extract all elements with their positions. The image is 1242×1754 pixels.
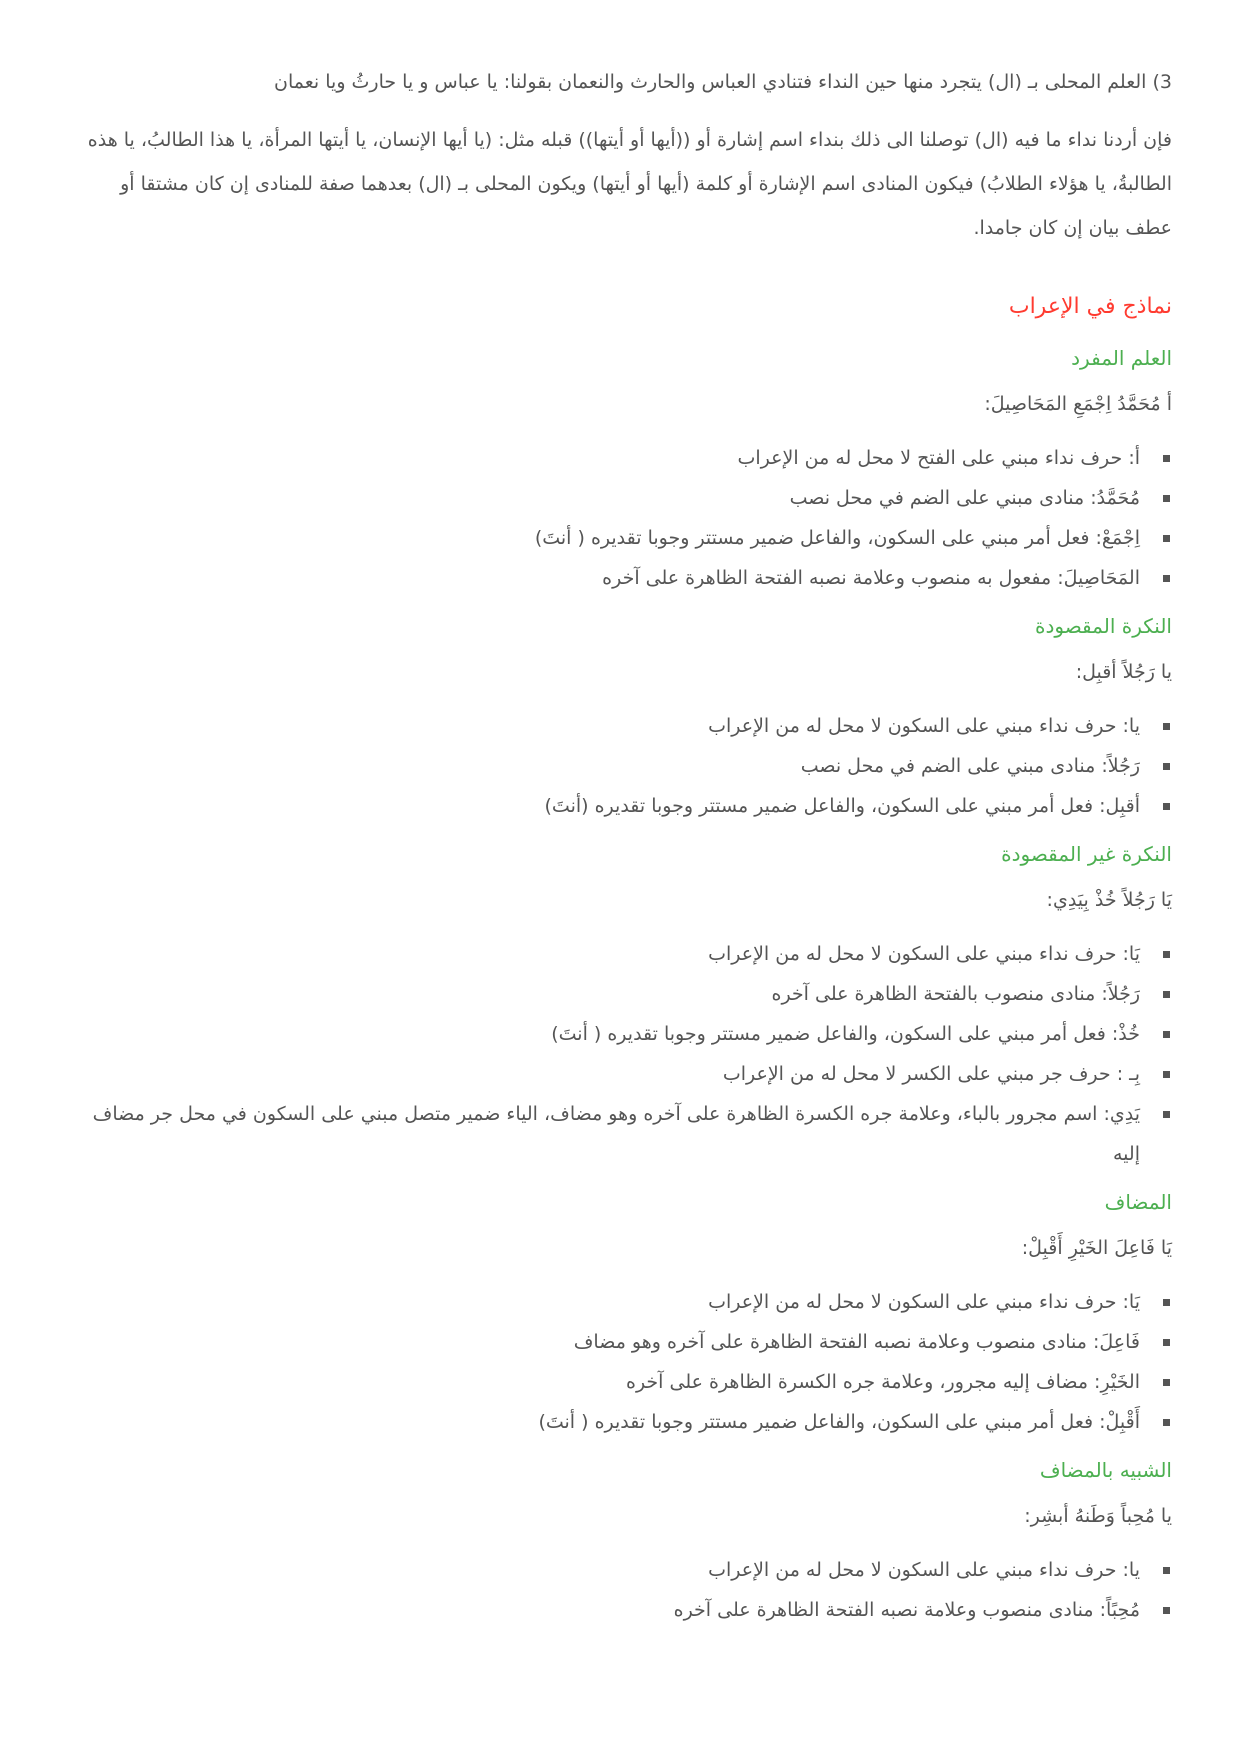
list-item-text: خُذْ: فعل أمر مبني على السكون، والفاعل ضمير مستتر وجوبا تقديره ( أنتَ): [551, 1023, 1140, 1045]
list-item-text: مُحَمَّدُ: منادى مبني على الضم في محل نصب: [789, 487, 1140, 509]
list-item-text: يَا: حرف نداء مبني على السكون لا محل له من الإعراب: [708, 943, 1140, 965]
section-title: النكرة غير المقصودة: [1001, 842, 1172, 866]
parsing-list: [70, 438, 1172, 598]
list-item: [70, 1282, 1140, 1322]
list-item-text: مُحِبًاً: منادى منصوب وعلامة نصبه الفتحة الظاهرة على آخره: [673, 1599, 1140, 1621]
list-item: [70, 1362, 1140, 1402]
bullet-icon: [1163, 1379, 1170, 1386]
list-item: [70, 438, 1140, 478]
example-sentence: يَا رَجُلاً خُذْ بِيَدِي:: [1046, 889, 1172, 911]
section-mudaf: [70, 1180, 1172, 1442]
bullet-icon: [1163, 535, 1170, 542]
bullet-icon: [1163, 991, 1170, 998]
bullet-icon: [1163, 1071, 1170, 1078]
list-item-text: يا: حرف نداء مبني على السكون لا محل له من الإعراب: [708, 715, 1140, 737]
list-item-text: اِجْمَعْ: فعل أمر مبني على السكون، والفاعل ضمير مستتر وجوبا تقديره ( أنتَ): [534, 527, 1140, 549]
list-item-text: يا: حرف نداء مبني على السكون لا محل له من الإعراب: [708, 1559, 1140, 1581]
bullet-icon: [1163, 495, 1170, 502]
bullet-icon: [1163, 575, 1170, 582]
bullet-icon: [1163, 763, 1170, 770]
section-title: العلم المفرد: [1071, 346, 1172, 370]
parsing-list: [70, 706, 1172, 826]
list-item: [70, 478, 1140, 518]
list-item: [70, 1054, 1140, 1094]
bullet-icon: [1163, 1607, 1170, 1614]
parsing-list: [70, 934, 1172, 1174]
list-item: [70, 1590, 1140, 1630]
list-item: [70, 1094, 1140, 1174]
list-item: [70, 1402, 1140, 1442]
section-title: المضاف: [1104, 1190, 1172, 1214]
list-item-text: رَجُلاً: منادى مبني على الضم في محل نصب: [800, 755, 1140, 777]
list-item: [70, 934, 1140, 974]
example-sentence: يا مُحِباً وَطَنهُ أبشِر:: [1024, 1505, 1172, 1527]
parsing-list: [70, 1282, 1172, 1442]
list-item: [70, 746, 1140, 786]
bullet-icon: [1163, 1419, 1170, 1426]
bullet-icon: [1163, 1111, 1170, 1118]
list-item-text: أقبِل: فعل أمر مبني على السكون، والفاعل ضمير مستتر وجوبا تقديره (أنتَ): [544, 795, 1140, 817]
bullet-icon: [1163, 1031, 1170, 1038]
list-item-text: الخَيْرِ: مضاف إليه مجرور، وعلامة جره الكسرة الظاهرة على آخره: [625, 1371, 1140, 1393]
list-item-text: يَدِي: اسم مجرور بالباء، وعلامة جره الكسرة الظاهرة على آخره وهو مضاف، الياء ضمير متصل مبني على السكون في محل جر مضاف إليه: [92, 1103, 1140, 1165]
bullet-icon: [1163, 951, 1170, 958]
list-item: [70, 974, 1140, 1014]
bullet-icon: [1163, 1299, 1170, 1306]
bullet-icon: [1163, 723, 1170, 730]
list-item-text: يَا: حرف نداء مبني على السكون لا محل له من الإعراب: [708, 1291, 1140, 1313]
list-item-text: أَقْبِلْ: فعل أمر مبني على السكون، والفاعل ضمير مستتر وجوبا تقديره ( أنتَ): [538, 1411, 1140, 1433]
section-unintended-indefinite: [70, 832, 1172, 1174]
main-heading: نماذج في الإعراب: [1008, 294, 1172, 319]
example-sentence: يَا فَاعِلَ الخَيْرِ أَقْبِلْ:: [1021, 1237, 1172, 1259]
bullet-icon: [1163, 803, 1170, 810]
example-sentence: يا رَجُلاً أقبِل:: [1075, 661, 1172, 683]
paragraph-vocative-definite: 3) العلم المحلى بـ (ال) يتجرد منها حين النداء فتنادي العباس والحارث والنعمان بقولنا: يا عباس و يا حارثُ ويا نعمان: [274, 71, 1172, 93]
list-item: [70, 558, 1140, 598]
list-item-text: أ: حرف نداء مبني على الفتح لا محل له من الإعراب: [737, 447, 1140, 469]
list-item: [70, 518, 1140, 558]
list-item: [70, 1550, 1140, 1590]
list-item-text: المَحَاصِيلَ: مفعول به منصوب وعلامة نصبه الفتحة الظاهرة على آخره: [602, 567, 1140, 589]
bullet-icon: [1163, 455, 1170, 462]
example-sentence: أ مُحَمَّدُ اِجْمَعِ المَحَاصِيلَ:: [984, 393, 1172, 415]
bullet-icon: [1163, 1567, 1170, 1574]
list-item-text: رَجُلاً: منادى منصوب بالفتحة الظاهرة على آخره: [771, 983, 1140, 1005]
list-item-text: بِـ : حرف جر مبني على الكسر لا محل له من الإعراب: [722, 1063, 1140, 1085]
list-item: [70, 1014, 1140, 1054]
section-title: الشبيه بالمضاف: [1039, 1458, 1172, 1482]
list-item-text: فَاعِلَ: منادى منصوب وعلامة نصبه الفتحة الظاهرة على آخره وهو مضاف: [573, 1331, 1140, 1353]
list-item: [70, 1322, 1140, 1362]
section-intended-indefinite: [70, 604, 1172, 826]
paragraph-vocative-al: فإن أردنا نداء ما فيه (ال) توصلنا الى ذلك بنداء اسم إشارة أو ((أيها أو أيتها)) قبله مثل: (يا أيها الإنسان، يا أيتها المرأة، يا هذا الطالبُ، يا هذه الطالبةُ، يا هؤلاء الطلابُ) فيكون المنادى اسم الإشارة أو كلمة (أيها أو أيتها) ويكون المحلى بـ (ال) بعدهما صفة للمنادى إن كان مشتقا أو عطف بيان إن كان جامدا.: [87, 129, 1172, 239]
parsing-list: [70, 1550, 1172, 1630]
section-similar-to-mudaf: [70, 1448, 1172, 1630]
section-proper-noun: [70, 336, 1172, 598]
section-title: النكرة المقصودة: [1035, 614, 1172, 638]
list-item: [70, 706, 1140, 746]
bullet-icon: [1163, 1339, 1170, 1346]
list-item: [70, 786, 1140, 826]
